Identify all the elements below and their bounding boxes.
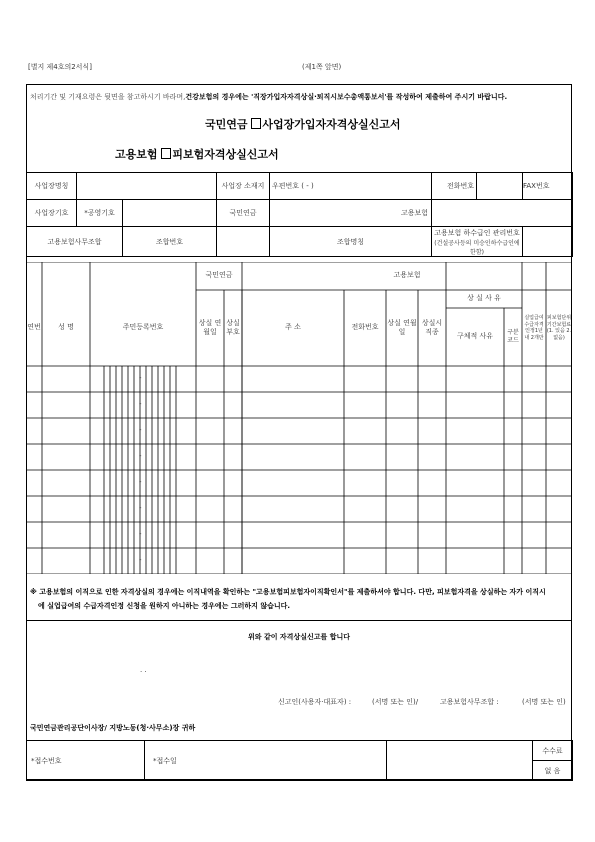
grid-header-reason-text: 구체적 사유 <box>456 332 494 341</box>
footer-note-line2: 에 실업급여의 수급자격인정 신청을 원하지 아니하는 경우에는 그러하지 않습니다. <box>38 602 291 610</box>
reporter-sign[interactable]: (서명 또는 인)/ <box>372 698 419 706</box>
title-employment <box>115 146 279 162</box>
public-code-field[interactable] <box>123 200 217 227</box>
grid-header-reason-code: 구분 코드 <box>507 329 519 344</box>
rrn-dash: - <box>139 478 142 486</box>
receipt-blank <box>387 741 533 781</box>
footer-note <box>30 585 546 613</box>
phone-label: 전화번호 <box>432 173 477 200</box>
fee-value: 없 음 <box>533 761 573 781</box>
grid-header-pension: 국민연금 <box>205 271 233 280</box>
workplace-name-field[interactable] <box>77 173 217 200</box>
insured-grid <box>26 262 572 574</box>
workplace-table <box>26 172 573 257</box>
report-date[interactable]: . . <box>140 666 147 674</box>
workplace-name-label: 사업장명칭 <box>27 173 77 200</box>
grid-header-wage-b: 피보험단위 기간보험료 (1. 있음 2. 없음) <box>546 315 572 341</box>
notice-plain: 처리기간 및 기재요령은 뒷면을 참고하시기 바라며, <box>30 93 186 101</box>
rrn-dash: - <box>139 530 142 538</box>
title-pension-prefix: 국민연금 <box>205 118 248 131</box>
rrn-dash: - <box>139 556 142 564</box>
grid-header-emp-loss-date: 상실 연월일 <box>387 318 417 336</box>
grid-header-rrn: 주민등록번호 <box>122 323 164 332</box>
grid-header-employment: 고용보험 <box>393 271 421 280</box>
rrn-dash: - <box>139 400 142 408</box>
grid-header-loss-date: 상실 연월일 <box>198 318 222 336</box>
public-code-label: *공영기호 <box>77 200 123 227</box>
grid-header-address: 주 소 <box>285 323 301 332</box>
title-pension-text: 사업장가입자자격상실신고서 <box>262 118 401 131</box>
grid-header-phone: 전화번호 <box>351 323 379 332</box>
union-name-label: 조합명칭 <box>270 227 432 257</box>
reporter-label: 신고인(사용자·대표자) : <box>278 698 352 706</box>
union-no-label: 조합번호 <box>123 227 217 257</box>
rrn-dash: - <box>139 504 142 512</box>
grid-header-reason-group: 상 실 사 유 <box>467 294 501 303</box>
union-reporter-label: 고용보험사무조합 : <box>440 698 499 706</box>
form-number: [별지 제4호의2서식] <box>28 63 92 71</box>
title-employment-prefix: 고용보험 <box>115 148 158 161</box>
receipt-date-label: *접수일 <box>145 741 387 781</box>
notice <box>30 92 507 102</box>
postal-code-field[interactable]: 우편번호 ( - ) <box>270 173 432 200</box>
employment-checkbox[interactable] <box>161 148 171 159</box>
grid-header-seq: 연번 <box>27 323 41 332</box>
footer-divider <box>26 620 572 621</box>
affairs-union-label: 고용보험사무조합 <box>27 227 123 257</box>
grid-header-wage-a: 실업급여 수급자격 인정1년 내 2개만 <box>524 315 544 341</box>
subcontract-field[interactable] <box>523 227 573 257</box>
notice-bold: 건강보험의 경우에는 '직장가입자자격상실·퇴직시보수총액통보서'를 작성하여 제출하여 주시기 바랍니다. <box>185 93 508 101</box>
receipt-table <box>26 740 573 781</box>
rrn-dash: - <box>139 426 142 434</box>
rrn-dash: - <box>139 374 142 382</box>
employment-no-field[interactable] <box>432 200 573 227</box>
pension-no-label: 국민연금 <box>217 200 270 227</box>
fee-label: 수수료 <box>533 741 573 761</box>
receipt-no-label: *접수번호 <box>27 741 145 781</box>
union-sign[interactable]: (서명 또는 인) <box>522 698 566 706</box>
mgmt-no-label: 사업장기호 <box>27 200 77 227</box>
subcontract-label: 고용보험 하수급인 관리번호 (건설공사등의 미승인하수급인에 한함) <box>432 227 523 257</box>
phone-field[interactable] <box>477 173 523 200</box>
grid-header-name: 성 명 <box>58 323 74 332</box>
page-note: (제1쪽 앞면) <box>302 63 342 71</box>
addressee: 국민연금관리공단이사장/ 지방노동(청·사무소)장 귀하 <box>30 724 196 732</box>
title-pension <box>205 116 401 132</box>
workplace-address-label: 사업장 소재지 <box>217 173 270 200</box>
pension-checkbox[interactable] <box>251 118 261 129</box>
employment-no-label: 고용보험 <box>270 200 432 227</box>
footer-note-line1: ※ 고용보험의 이직으로 인한 자격상실의 경우에는 이직내역을 확인하는 "고용보험피보험자이직확인서"를 제출하셔야 합니다. 다만, 피보험자격을 상실하는 자가 이직시 <box>30 588 546 596</box>
grid-header-job-type: 상실시 직종 <box>421 318 443 336</box>
union-no-field[interactable] <box>217 227 270 257</box>
declaration: 위와 같이 자격상실신고를 합니다 <box>248 633 350 641</box>
title-employment-text: 피보험자격상실신고서 <box>172 148 279 161</box>
fax-label[interactable]: FAX번호 <box>523 173 573 200</box>
rrn-dash: - <box>139 452 142 460</box>
grid-header-loss-code: 상실 부호 <box>226 318 240 336</box>
